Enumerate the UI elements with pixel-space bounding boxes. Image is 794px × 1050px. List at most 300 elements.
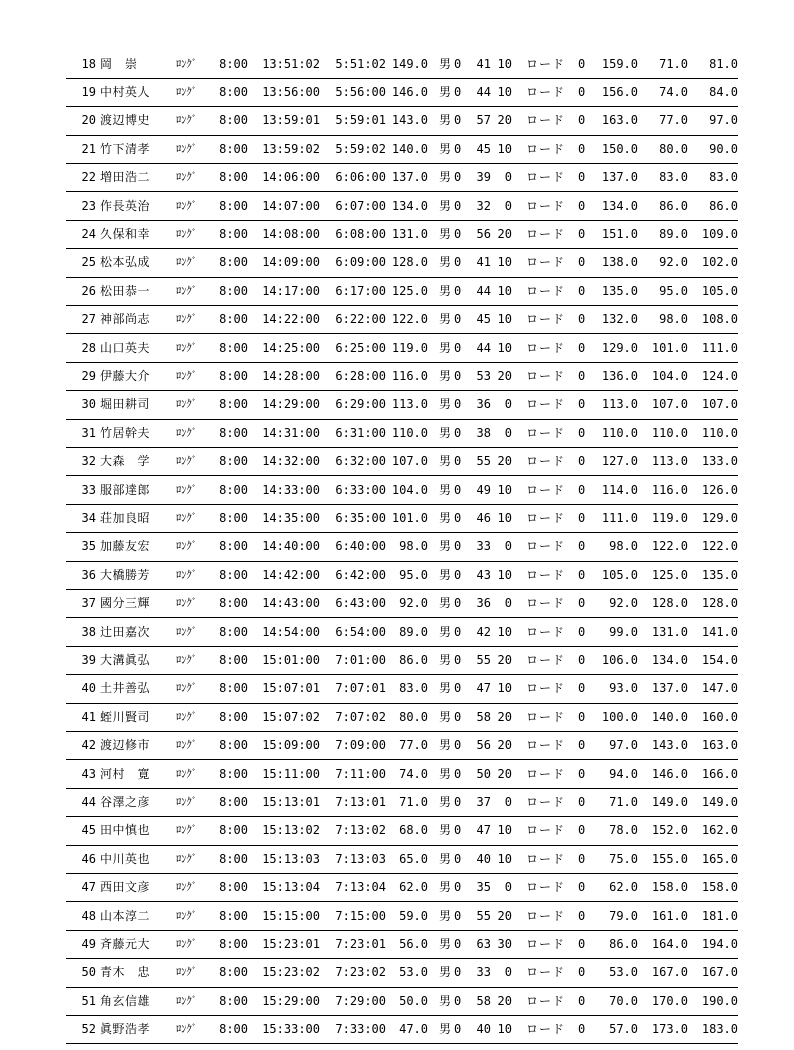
zero-column-a: 0 — [454, 681, 462, 696]
elapsed-time: 7:01:00 — [335, 652, 386, 667]
points: 122.0 — [391, 312, 428, 327]
elapsed-time: 7:11:00 — [335, 766, 386, 781]
start-time: 8:00 — [219, 170, 248, 185]
age: 40 — [476, 1022, 491, 1037]
course-class: ﾛﾝｸﾞ — [176, 284, 197, 297]
row-number: 51 — [81, 993, 96, 1008]
age: 63 — [476, 936, 491, 951]
participant-name: 土井善弘 — [100, 681, 151, 696]
course-class: ﾛﾝｸﾞ — [176, 909, 197, 922]
score-column-3: 181.0 — [701, 908, 738, 923]
score-column-3: 133.0 — [701, 454, 738, 469]
score-column-3: 162.0 — [701, 823, 738, 838]
score-column-2: 149.0 — [651, 794, 688, 809]
finish-time: 13:51:02 — [262, 56, 320, 71]
table-row — [66, 761, 738, 789]
table-row — [66, 193, 738, 221]
elapsed-time: 7:13:01 — [335, 794, 386, 809]
participant-name: 大溝眞弘 — [100, 652, 151, 667]
sex: 男 — [439, 823, 452, 838]
score-column-2: 95.0 — [659, 283, 688, 298]
row-number: 36 — [81, 567, 96, 582]
row-number: 30 — [81, 397, 96, 412]
age-bonus: 10 — [497, 1022, 512, 1037]
participant-name: 竹居幹夫 — [100, 425, 151, 440]
zero-column-b: 0 — [578, 596, 586, 611]
sex: 男 — [439, 794, 452, 809]
category-type: ロード — [526, 84, 566, 99]
category-type: ロード — [526, 624, 566, 639]
participant-name: 渡辺博史 — [100, 113, 151, 128]
participant-name: 松本弘成 — [100, 255, 151, 270]
elapsed-time: 6:32:00 — [335, 454, 386, 469]
age: 36 — [476, 596, 491, 611]
elapsed-time: 6:43:00 — [335, 596, 386, 611]
participant-name: 眞野浩孝 — [100, 1022, 151, 1037]
points: 56.0 — [399, 936, 428, 951]
score-column-3: 90.0 — [709, 141, 738, 156]
score-column-2: 101.0 — [651, 340, 688, 355]
score-column-2: 110.0 — [651, 425, 688, 440]
age-bonus: 0 — [504, 794, 512, 809]
zero-column-b: 0 — [578, 141, 586, 156]
elapsed-time: 6:35:00 — [335, 510, 386, 525]
score-column-2: 143.0 — [651, 738, 688, 753]
age-bonus: 0 — [504, 880, 512, 895]
age: 38 — [476, 425, 491, 440]
total-score: 132.0 — [601, 312, 638, 327]
points: 113.0 — [391, 397, 428, 412]
participant-name: 角玄信雄 — [100, 993, 151, 1008]
participant-name: 荘加良昭 — [100, 510, 151, 525]
course-class: ﾛﾝｸﾞ — [176, 568, 197, 581]
score-column-2: 155.0 — [651, 851, 688, 866]
table-row — [66, 988, 738, 1016]
participant-name: 青木 忠 — [100, 965, 151, 980]
course-class: ﾛﾝｸﾞ — [176, 852, 197, 865]
age-bonus: 10 — [497, 255, 512, 270]
score-column-3: 83.0 — [709, 170, 738, 185]
zero-column-a: 0 — [454, 255, 462, 270]
zero-column-b: 0 — [578, 1022, 586, 1037]
finish-time: 13:56:00 — [262, 84, 320, 99]
sex: 男 — [439, 567, 452, 582]
age-bonus: 20 — [497, 993, 512, 1008]
category-type: ロード — [526, 567, 566, 582]
age: 39 — [476, 170, 491, 185]
finish-time: 15:29:00 — [262, 993, 320, 1008]
score-column-2: 122.0 — [651, 539, 688, 554]
elapsed-time: 5:59:02 — [335, 141, 386, 156]
zero-column-a: 0 — [454, 596, 462, 611]
age: 41 — [476, 56, 491, 71]
sex: 男 — [439, 738, 452, 753]
points: 119.0 — [391, 340, 428, 355]
score-column-2: 164.0 — [651, 936, 688, 951]
row-number: 35 — [81, 539, 96, 554]
start-time: 8:00 — [219, 510, 248, 525]
table-row — [66, 789, 738, 817]
course-class: ﾛﾝｸﾞ — [176, 540, 197, 553]
score-column-3: 110.0 — [701, 425, 738, 440]
participant-name: 伊藤大介 — [100, 368, 151, 383]
participant-name: 加藤友宏 — [100, 539, 151, 554]
score-column-3: 109.0 — [701, 226, 738, 241]
start-time: 8:00 — [219, 397, 248, 412]
points: 110.0 — [391, 425, 428, 440]
age-bonus: 20 — [497, 368, 512, 383]
category-type: ロード — [526, 425, 566, 440]
start-time: 8:00 — [219, 141, 248, 156]
age: 44 — [476, 84, 491, 99]
zero-column-a: 0 — [454, 652, 462, 667]
start-time: 8:00 — [219, 283, 248, 298]
sex: 男 — [439, 84, 452, 99]
course-class: ﾛﾝｸﾞ — [176, 597, 197, 610]
score-column-2: 161.0 — [651, 908, 688, 923]
elapsed-time: 6:54:00 — [335, 624, 386, 639]
start-time: 8:00 — [219, 226, 248, 241]
category-type: ロード — [526, 56, 566, 71]
points: 104.0 — [391, 482, 428, 497]
elapsed-time: 7:33:00 — [335, 1022, 386, 1037]
table-row — [66, 391, 738, 419]
points: 131.0 — [391, 226, 428, 241]
age-bonus: 0 — [504, 170, 512, 185]
zero-column-b: 0 — [578, 198, 586, 213]
category-type: ロード — [526, 397, 566, 412]
table-row — [66, 931, 738, 959]
total-score: 138.0 — [601, 255, 638, 270]
elapsed-time: 6:06:00 — [335, 170, 386, 185]
points: 149.0 — [391, 56, 428, 71]
start-time: 8:00 — [219, 880, 248, 895]
table-row — [66, 1016, 738, 1044]
row-number: 47 — [81, 880, 96, 895]
age: 49 — [476, 482, 491, 497]
course-class: ﾛﾝｸﾞ — [176, 653, 197, 666]
score-column-3: 81.0 — [709, 56, 738, 71]
points: 68.0 — [399, 823, 428, 838]
participant-name: 作長英治 — [100, 198, 151, 213]
table-row — [66, 107, 738, 135]
zero-column-b: 0 — [578, 56, 586, 71]
age: 57 — [476, 113, 491, 128]
zero-column-b: 0 — [578, 312, 586, 327]
zero-column-a: 0 — [454, 539, 462, 554]
score-column-2: 98.0 — [659, 312, 688, 327]
row-number: 19 — [81, 84, 96, 99]
age: 37 — [476, 794, 491, 809]
points: 128.0 — [391, 255, 428, 270]
total-score: 92.0 — [609, 596, 638, 611]
participant-name: 谷澤之彦 — [100, 794, 151, 809]
zero-column-b: 0 — [578, 425, 586, 440]
row-number: 43 — [81, 766, 96, 781]
course-class: ﾛﾝｸﾞ — [176, 710, 197, 723]
category-type: ロード — [526, 596, 566, 611]
table-row — [66, 846, 738, 874]
row-number: 23 — [81, 198, 96, 213]
course-class: ﾛﾝｸﾞ — [176, 795, 197, 808]
category-type: ロード — [526, 766, 566, 781]
course-class: ﾛﾝｸﾞ — [176, 369, 197, 382]
total-score: 134.0 — [601, 198, 638, 213]
course-class: ﾛﾝｸﾞ — [176, 256, 197, 269]
table-row — [66, 533, 738, 561]
zero-column-b: 0 — [578, 738, 586, 753]
score-column-3: 124.0 — [701, 368, 738, 383]
score-column-3: 165.0 — [701, 851, 738, 866]
total-score: 106.0 — [601, 652, 638, 667]
age-bonus: 0 — [504, 198, 512, 213]
table-row — [66, 278, 738, 306]
age-bonus: 20 — [497, 226, 512, 241]
category-type: ロード — [526, 255, 566, 270]
total-score: 70.0 — [609, 993, 638, 1008]
age: 44 — [476, 283, 491, 298]
total-score: 156.0 — [601, 84, 638, 99]
sex: 男 — [439, 539, 452, 554]
zero-column-b: 0 — [578, 681, 586, 696]
score-column-3: 158.0 — [701, 880, 738, 895]
finish-time: 14:43:00 — [262, 596, 320, 611]
score-column-2: 173.0 — [651, 1022, 688, 1037]
age-bonus: 10 — [497, 851, 512, 866]
finish-time: 15:13:01 — [262, 794, 320, 809]
row-number: 24 — [81, 226, 96, 241]
score-column-2: 86.0 — [659, 198, 688, 213]
table-row — [66, 817, 738, 845]
table-row — [66, 562, 738, 590]
row-number: 31 — [81, 425, 96, 440]
score-column-3: 126.0 — [701, 482, 738, 497]
finish-time: 14:33:00 — [262, 482, 320, 497]
start-time: 8:00 — [219, 993, 248, 1008]
zero-column-b: 0 — [578, 283, 586, 298]
age-bonus: 20 — [497, 709, 512, 724]
age-bonus: 10 — [497, 141, 512, 156]
participant-name: 西田文彦 — [100, 880, 151, 895]
category-type: ロード — [526, 113, 566, 128]
zero-column-a: 0 — [454, 823, 462, 838]
finish-time: 15:15:00 — [262, 908, 320, 923]
zero-column-b: 0 — [578, 851, 586, 866]
category-type: ロード — [526, 312, 566, 327]
points: 65.0 — [399, 851, 428, 866]
score-column-2: 131.0 — [651, 624, 688, 639]
points: 59.0 — [399, 908, 428, 923]
participant-name: 山口英夫 — [100, 340, 151, 355]
zero-column-a: 0 — [454, 908, 462, 923]
start-time: 8:00 — [219, 425, 248, 440]
finish-time: 15:01:00 — [262, 652, 320, 667]
zero-column-a: 0 — [454, 709, 462, 724]
start-time: 8:00 — [219, 312, 248, 327]
table-row — [66, 959, 738, 987]
points: 92.0 — [399, 596, 428, 611]
sex: 男 — [439, 624, 452, 639]
age: 58 — [476, 709, 491, 724]
table-row — [66, 590, 738, 618]
zero-column-b: 0 — [578, 936, 586, 951]
zero-column-a: 0 — [454, 1022, 462, 1037]
row-number: 46 — [81, 851, 96, 866]
course-class: ﾛﾝｸﾞ — [176, 682, 197, 695]
finish-time: 15:23:02 — [262, 965, 320, 980]
course-class: ﾛﾝｸﾞ — [176, 994, 197, 1007]
finish-time: 15:09:00 — [262, 738, 320, 753]
zero-column-a: 0 — [454, 936, 462, 951]
elapsed-time: 7:13:04 — [335, 880, 386, 895]
sex: 男 — [439, 908, 452, 923]
zero-column-b: 0 — [578, 794, 586, 809]
age-bonus: 0 — [504, 965, 512, 980]
table-row — [66, 619, 738, 647]
elapsed-time: 7:29:00 — [335, 993, 386, 1008]
row-number: 32 — [81, 454, 96, 469]
sex: 男 — [439, 255, 452, 270]
finish-time: 14:07:00 — [262, 198, 320, 213]
participant-name: 渡辺修市 — [100, 738, 151, 753]
zero-column-a: 0 — [454, 567, 462, 582]
category-type: ロード — [526, 340, 566, 355]
elapsed-time: 5:59:01 — [335, 113, 386, 128]
score-column-3: 183.0 — [701, 1022, 738, 1037]
score-column-2: 134.0 — [651, 652, 688, 667]
row-number: 52 — [81, 1022, 96, 1037]
zero-column-a: 0 — [454, 454, 462, 469]
start-time: 8:00 — [219, 1022, 248, 1037]
finish-time: 14:29:00 — [262, 397, 320, 412]
age-bonus: 30 — [497, 936, 512, 951]
zero-column-a: 0 — [454, 198, 462, 213]
age: 56 — [476, 226, 491, 241]
course-class: ﾛﾝｸﾞ — [176, 739, 197, 752]
age-bonus: 20 — [497, 908, 512, 923]
start-time: 8:00 — [219, 113, 248, 128]
finish-time: 14:35:00 — [262, 510, 320, 525]
elapsed-time: 6:07:00 — [335, 198, 386, 213]
course-class: ﾛﾝｸﾞ — [176, 85, 197, 98]
finish-time: 15:07:01 — [262, 681, 320, 696]
participant-name: 中村英人 — [100, 84, 151, 99]
age: 45 — [476, 312, 491, 327]
score-column-2: 140.0 — [651, 709, 688, 724]
zero-column-b: 0 — [578, 226, 586, 241]
category-type: ロード — [526, 965, 566, 980]
elapsed-time: 6:17:00 — [335, 283, 386, 298]
table-row — [66, 903, 738, 931]
elapsed-time: 7:23:02 — [335, 965, 386, 980]
zero-column-a: 0 — [454, 624, 462, 639]
total-score: 163.0 — [601, 113, 638, 128]
age-bonus: 10 — [497, 56, 512, 71]
age: 42 — [476, 624, 491, 639]
row-number: 29 — [81, 368, 96, 383]
sex: 男 — [439, 56, 452, 71]
score-column-3: 102.0 — [701, 255, 738, 270]
elapsed-time: 7:07:01 — [335, 681, 386, 696]
finish-time: 15:11:00 — [262, 766, 320, 781]
participant-name: 松田恭一 — [100, 283, 151, 298]
zero-column-a: 0 — [454, 340, 462, 355]
score-column-3: 147.0 — [701, 681, 738, 696]
course-class: ﾛﾝｸﾞ — [176, 142, 197, 155]
zero-column-b: 0 — [578, 510, 586, 525]
elapsed-time: 7:23:01 — [335, 936, 386, 951]
points: 140.0 — [391, 141, 428, 156]
category-type: ロード — [526, 652, 566, 667]
row-number: 26 — [81, 283, 96, 298]
total-score: 62.0 — [609, 880, 638, 895]
course-class: ﾛﾝｸﾞ — [176, 398, 197, 411]
zero-column-a: 0 — [454, 397, 462, 412]
zero-column-a: 0 — [454, 794, 462, 809]
age: 43 — [476, 567, 491, 582]
finish-time: 14:06:00 — [262, 170, 320, 185]
score-column-3: 154.0 — [701, 652, 738, 667]
start-time: 8:00 — [219, 368, 248, 383]
age-bonus: 20 — [497, 738, 512, 753]
elapsed-time: 6:28:00 — [335, 368, 386, 383]
table-row — [66, 420, 738, 448]
start-time: 8:00 — [219, 255, 248, 270]
age: 55 — [476, 908, 491, 923]
score-column-2: 83.0 — [659, 170, 688, 185]
zero-column-a: 0 — [454, 312, 462, 327]
zero-column-b: 0 — [578, 880, 586, 895]
score-column-3: 141.0 — [701, 624, 738, 639]
age-bonus: 10 — [497, 567, 512, 582]
total-score: 78.0 — [609, 823, 638, 838]
row-number: 20 — [81, 113, 96, 128]
points: 89.0 — [399, 624, 428, 639]
total-score: 150.0 — [601, 141, 638, 156]
elapsed-time: 6:29:00 — [335, 397, 386, 412]
sex: 男 — [439, 482, 452, 497]
age: 47 — [476, 681, 491, 696]
score-column-2: 77.0 — [659, 113, 688, 128]
sex: 男 — [439, 226, 452, 241]
table-row — [66, 249, 738, 277]
points: 53.0 — [399, 965, 428, 980]
zero-column-a: 0 — [454, 851, 462, 866]
zero-column-b: 0 — [578, 340, 586, 355]
sex: 男 — [439, 766, 452, 781]
category-type: ロード — [526, 198, 566, 213]
sex: 男 — [439, 312, 452, 327]
finish-time: 15:13:04 — [262, 880, 320, 895]
age: 35 — [476, 880, 491, 895]
zero-column-a: 0 — [454, 425, 462, 440]
score-column-2: 152.0 — [651, 823, 688, 838]
zero-column-b: 0 — [578, 482, 586, 497]
start-time: 8:00 — [219, 454, 248, 469]
start-time: 8:00 — [219, 84, 248, 99]
finish-time: 14:31:00 — [262, 425, 320, 440]
elapsed-time: 6:33:00 — [335, 482, 386, 497]
participant-name: 増田浩二 — [100, 170, 151, 185]
row-number: 38 — [81, 624, 96, 639]
score-column-3: 105.0 — [701, 283, 738, 298]
age: 46 — [476, 510, 491, 525]
score-column-3: 167.0 — [701, 965, 738, 980]
elapsed-time: 6:25:00 — [335, 340, 386, 355]
score-column-3: 108.0 — [701, 312, 738, 327]
finish-time: 13:59:01 — [262, 113, 320, 128]
zero-column-a: 0 — [454, 766, 462, 781]
